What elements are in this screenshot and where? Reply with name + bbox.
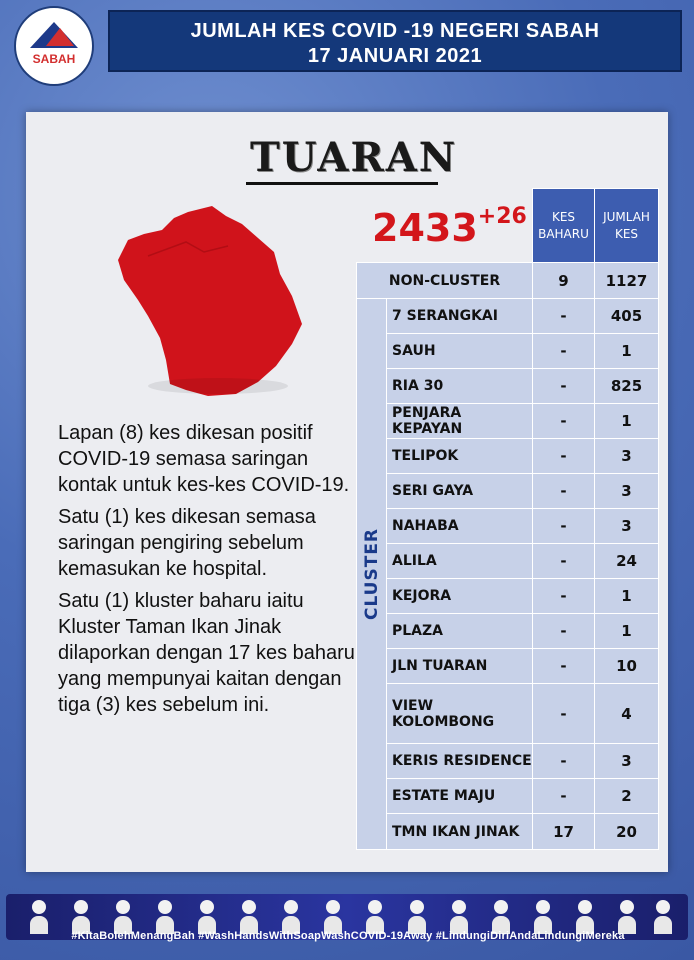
person-icon [534,900,552,934]
footer-banner [0,884,694,960]
table-row [357,614,659,649]
cluster-new: - [533,509,595,544]
cluster-total: 24 [595,544,659,579]
cluster-total: 1 [595,404,659,439]
cluster-total: 3 [595,509,659,544]
page-header [108,10,682,72]
table-row-non-cluster [357,263,659,299]
non-cluster-total: 1127 [595,263,659,299]
table-row [357,684,659,744]
cluster-new: - [533,684,595,744]
cluster-total: 405 [595,299,659,334]
paragraph-2: Satu (1) kes dikesan semasa saringan pengiring sebelum kemasukan ke hospital. [58,506,316,580]
col-header-total: JUMLAH KES [595,189,659,263]
logo-text: SABAH [32,52,76,66]
cluster-new: - [533,334,595,369]
table-row [357,369,659,404]
cluster-total: 20 [595,814,659,850]
person-icon [72,900,90,934]
table-row [357,579,659,614]
cluster-new: - [533,579,595,614]
cluster-name: JLN TUARAN [387,649,533,684]
person-icon [408,900,426,934]
cluster-name: TMN IKAN JINAK [387,814,533,850]
cluster-side-label: CLUSTER [361,527,382,621]
person-icon [114,900,132,934]
cluster-total: 2 [595,779,659,814]
cluster-name: RIA 30 [387,369,533,404]
title-underline [246,182,438,185]
cluster-name: SAUH [387,334,533,369]
cluster-new: - [533,744,595,779]
paragraph-1: Lapan (8) kes dikesan positif COVID-19 semasa saringan kontak untuk kes-kes COVID-19. [58,422,350,496]
cluster-name: KERIS RESIDENCE [387,744,533,779]
tuaran-map [108,196,308,402]
table-row [357,509,659,544]
cluster-name: KEJORA [387,579,533,614]
cluster-new: - [533,474,595,509]
hashtags: #KitaBolehMenangBah #WashHandsWithSoapWashCOVID-19Away #LindungiDiriAndaLindungiMereka [71,930,625,942]
person-icon [654,900,672,934]
cluster-total: 1 [595,334,659,369]
cluster-new: - [533,779,595,814]
cluster-new: 17 [533,814,595,850]
person-icon [240,900,258,934]
table-row [357,544,659,579]
cluster-total: 3 [595,744,659,779]
table-row [357,814,659,850]
paragraph-3: Satu (1) kluster baharu iaitu Kluster Taman Ikan Jinak dilaporkan dengan 17 kes baharu yang mempunyai kaitan dengan tiga (3) kes sebelum ini. [58,590,355,716]
cluster-name: ESTATE MAJU [387,779,533,814]
col-header-new: KES BAHARU [533,189,595,263]
cluster-total: 3 [595,474,659,509]
cluster-name: PENJARA KEPAYAN [387,404,533,439]
cluster-total: 1 [595,579,659,614]
non-cluster-label: NON-CLUSTER [357,263,533,299]
cluster-name: NAHABA [387,509,533,544]
person-icon [30,900,48,934]
non-cluster-new: 9 [533,263,595,299]
cluster-side-cell [357,299,387,850]
header-title: JUMLAH KES COVID -19 NEGERI SABAH [190,20,600,42]
person-icon [324,900,342,934]
map-shadow [148,378,288,394]
person-icon [450,900,468,934]
cluster-name: 7 SERANGKAI [387,299,533,334]
table-row [357,779,659,814]
district-title: TUARAN [250,134,458,181]
table-row [357,474,659,509]
person-icon [366,900,384,934]
table-row [357,299,659,334]
mountain-accent-icon [46,28,74,46]
cluster-name: PLAZA [387,614,533,649]
person-icon [576,900,594,934]
table-row [357,404,659,439]
cluster-name: ALILA [387,544,533,579]
sabah-logo [14,6,94,86]
table-row [357,649,659,684]
summary-text [58,420,358,724]
table-row [357,744,659,779]
cluster-name: TELIPOK [387,439,533,474]
cluster-name: SERI GAYA [387,474,533,509]
cluster-new: - [533,649,595,684]
cluster-total: 825 [595,369,659,404]
cases-table [356,188,659,850]
cluster-new: - [533,614,595,649]
total-increase: +26 [477,204,527,229]
cluster-name: VIEW KOLOMBONG [387,684,533,744]
map-shape [118,206,302,396]
person-icon [618,900,636,934]
cluster-new: - [533,404,595,439]
cluster-total: 4 [595,684,659,744]
person-icon [156,900,174,934]
cluster-total: 3 [595,439,659,474]
table-row [357,439,659,474]
cluster-new: - [533,369,595,404]
cluster-new: - [533,544,595,579]
total-value: 2433 [372,206,478,250]
cluster-total: 1 [595,614,659,649]
cluster-new: - [533,299,595,334]
person-icon [282,900,300,934]
table-row [357,334,659,369]
header-date: 17 JANUARI 2021 [307,45,483,67]
person-icon [198,900,216,934]
cluster-new: - [533,439,595,474]
person-icon [492,900,510,934]
cluster-total: 10 [595,649,659,684]
